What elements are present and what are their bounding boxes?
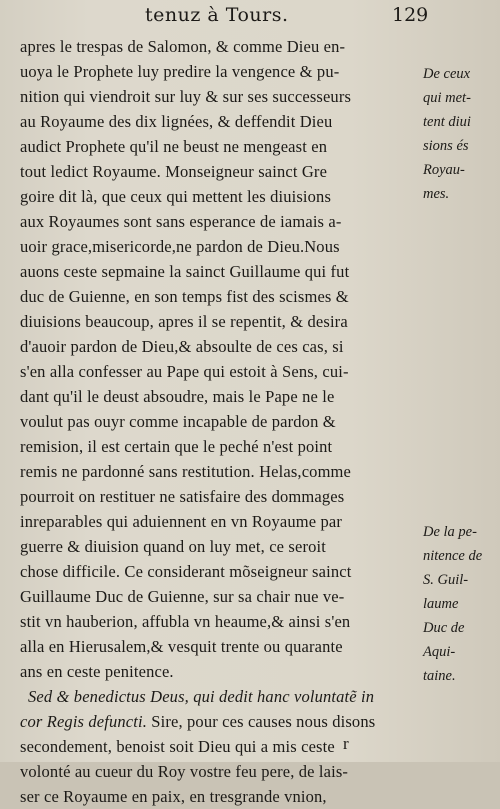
text-line: s'en alla confesser au Pape qui estoit à Sens, cui- (20, 362, 349, 381)
text-line: guerre & diuision quand on luy met, ce seroit (20, 537, 326, 556)
margin-note-line: Royau- (423, 162, 465, 178)
main-text-block (20, 34, 420, 809)
text-line: aux Royaumes sont sans esperance de iamais a- (20, 212, 342, 231)
running-title: tenuz à Tours. (145, 4, 289, 26)
text-line: alla en Hierusalem,& vesquit trente ou quarante (20, 637, 343, 656)
margin-note-line: S. Guil- (423, 572, 469, 588)
margin-note-line: Duc de (423, 620, 465, 636)
text-line: diuisions beaucoup, apres il se repentit, & desira (20, 312, 348, 331)
text-line: inreparables qui aduiennent en vn Royaume par (20, 512, 342, 531)
text-line: Guillaume Duc de Guienne, sur sa chair nue ve- (20, 587, 345, 606)
margin-note-line: De la pe- (423, 524, 477, 540)
text-line: tout ledict Royaume. Monseigneur sainct Gre (20, 162, 328, 181)
margin-note-line: De ceux (423, 66, 471, 82)
margin-note-line: taine. (423, 668, 456, 684)
margin-note-line: Aqui- (423, 644, 456, 660)
text-line: duc de Guienne, en son temps fist des scismes & (20, 287, 349, 306)
text-line: nition qui viendroit sur luy & sur ses successeurs (20, 87, 352, 106)
latin-quote: Sed & benedictus Deus, qui dedit hanc voluntatẽ in (28, 687, 375, 706)
text-line: voulut pas ouyr comme incapable de pardon & (20, 412, 336, 431)
text-line: secondement, benoist soit Dieu qui a mis ceste (20, 737, 335, 756)
text-line: dant qu'il le deust absoudre, mais le Pape ne le (20, 387, 335, 406)
text-line: stit vn hauberion, affubla vn heaume,& ainsi s'en (20, 612, 351, 631)
text-line: chose difficile. Ce considerant mõseigneur sainct (20, 562, 352, 581)
margin-note-line: nitence de (423, 548, 483, 564)
text-line: audict Prophete qu'il ne beust ne mengeast en (20, 137, 328, 156)
text-line: uoya le Prophete luy predire la vengence & pu- (20, 62, 340, 81)
text-line: goire dit là, que ceux qui mettent les diuisions (20, 187, 332, 206)
text-line: pourroit on restituer ne satisfaire des dommages (20, 487, 345, 506)
text-line: au Royaume des dix lignées, & deffendit Dieu (20, 112, 333, 131)
page-number: 129 (392, 4, 429, 26)
text-line: remis ne pardonné sans restitution. Helas,comme (20, 462, 352, 481)
margin-note-penitence (423, 520, 499, 688)
text-line: remision, il est certain que le peché n'est point (20, 437, 333, 456)
text-line: ser ce Royaume en paix, en tresgrande vnion, (20, 787, 327, 806)
margin-note-line: qui met- (423, 90, 471, 106)
latin-quote-line (20, 684, 420, 709)
text-line: auons ceste sepmaine la sainct Guillaume qui fut (20, 262, 350, 281)
margin-note-line: sions és (423, 138, 469, 154)
signature-mark: r (343, 734, 349, 753)
text-after-quote: Sire, pour ces causes nous disons (147, 712, 376, 731)
text-line: uoir grace,misericorde,ne pardon de Dieu.Nous (20, 237, 340, 256)
latin-quote-continuation-line (20, 709, 420, 734)
text-line: volonté au cueur du Roy vostre feu pere, de lais- (20, 762, 349, 781)
text-line: ans en ceste penitence. (20, 662, 174, 681)
latin-quote-continuation: cor Regis defuncti. (20, 712, 148, 731)
text-line: d'auoir pardon de Dieu,& absoulte de ces cas, si (20, 337, 344, 356)
margin-note-line: tent diui (423, 114, 471, 130)
margin-note-line: laume (423, 596, 459, 612)
margin-note-line: mes. (423, 186, 450, 202)
text-line: apres le trespas de Salomon, & comme Dieu en- (20, 37, 346, 56)
margin-note-divisions (423, 62, 499, 206)
